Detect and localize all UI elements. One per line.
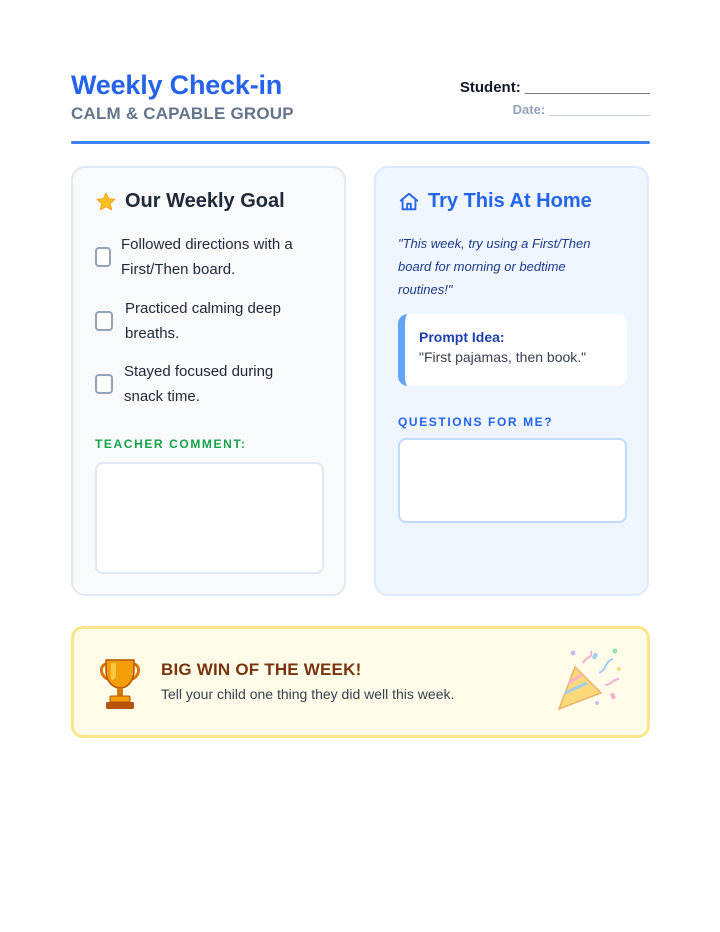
prompt-idea-label: Prompt Idea: bbox=[419, 329, 505, 345]
goal-item-text: Practiced calming deep breaths. bbox=[125, 300, 281, 342]
date-field[interactable]: Date: ______________ bbox=[512, 102, 650, 117]
home-icon bbox=[398, 191, 420, 213]
questions-label: QUESTIONS FOR ME? bbox=[398, 415, 554, 429]
weekly-goal-card bbox=[71, 166, 346, 596]
weekly-goal-title: Our Weekly Goal bbox=[125, 190, 285, 212]
questions-box[interactable] bbox=[398, 438, 627, 523]
goal-item[interactable] bbox=[95, 296, 281, 346]
star-icon bbox=[95, 191, 117, 213]
teacher-comment-label: TEACHER COMMENT: bbox=[95, 437, 247, 451]
goal-checkbox[interactable] bbox=[95, 247, 111, 267]
student-field[interactable]: Student: _______________ bbox=[459, 79, 650, 96]
prompt-idea-box bbox=[398, 314, 627, 386]
big-win-title: BIG WIN OF THE WEEK! bbox=[161, 660, 362, 679]
home-tip-quote: "This week, try using a First/Then board for morning or bedtime routines!" bbox=[398, 236, 591, 297]
goal-item[interactable] bbox=[95, 359, 273, 409]
goal-checkbox[interactable] bbox=[95, 311, 113, 331]
try-at-home-title: Try This At Home bbox=[428, 190, 592, 212]
goal-checkbox[interactable] bbox=[95, 374, 113, 394]
goal-item-text: Stayed focused during snack time. bbox=[124, 363, 274, 405]
goal-item[interactable] bbox=[95, 232, 293, 282]
page-subtitle: CALM & CAPABLE GROUP bbox=[71, 104, 294, 123]
trophy-icon bbox=[98, 656, 142, 712]
goal-item-text: Followed directions with a First/Then board. bbox=[121, 236, 293, 278]
big-win-text: Tell your child one thing they did well this week. bbox=[161, 686, 455, 702]
weekly-goal-header bbox=[95, 190, 285, 213]
header-divider bbox=[71, 141, 650, 144]
page-title: Weekly Check-in bbox=[71, 70, 283, 100]
header bbox=[71, 70, 650, 146]
big-win-banner bbox=[71, 626, 650, 738]
teacher-comment-box[interactable] bbox=[95, 462, 324, 574]
party-popper-icon bbox=[553, 645, 627, 715]
try-at-home-header bbox=[398, 190, 592, 213]
prompt-idea-text: "First pajamas, then book." bbox=[419, 349, 587, 365]
try-at-home-card bbox=[374, 166, 649, 596]
